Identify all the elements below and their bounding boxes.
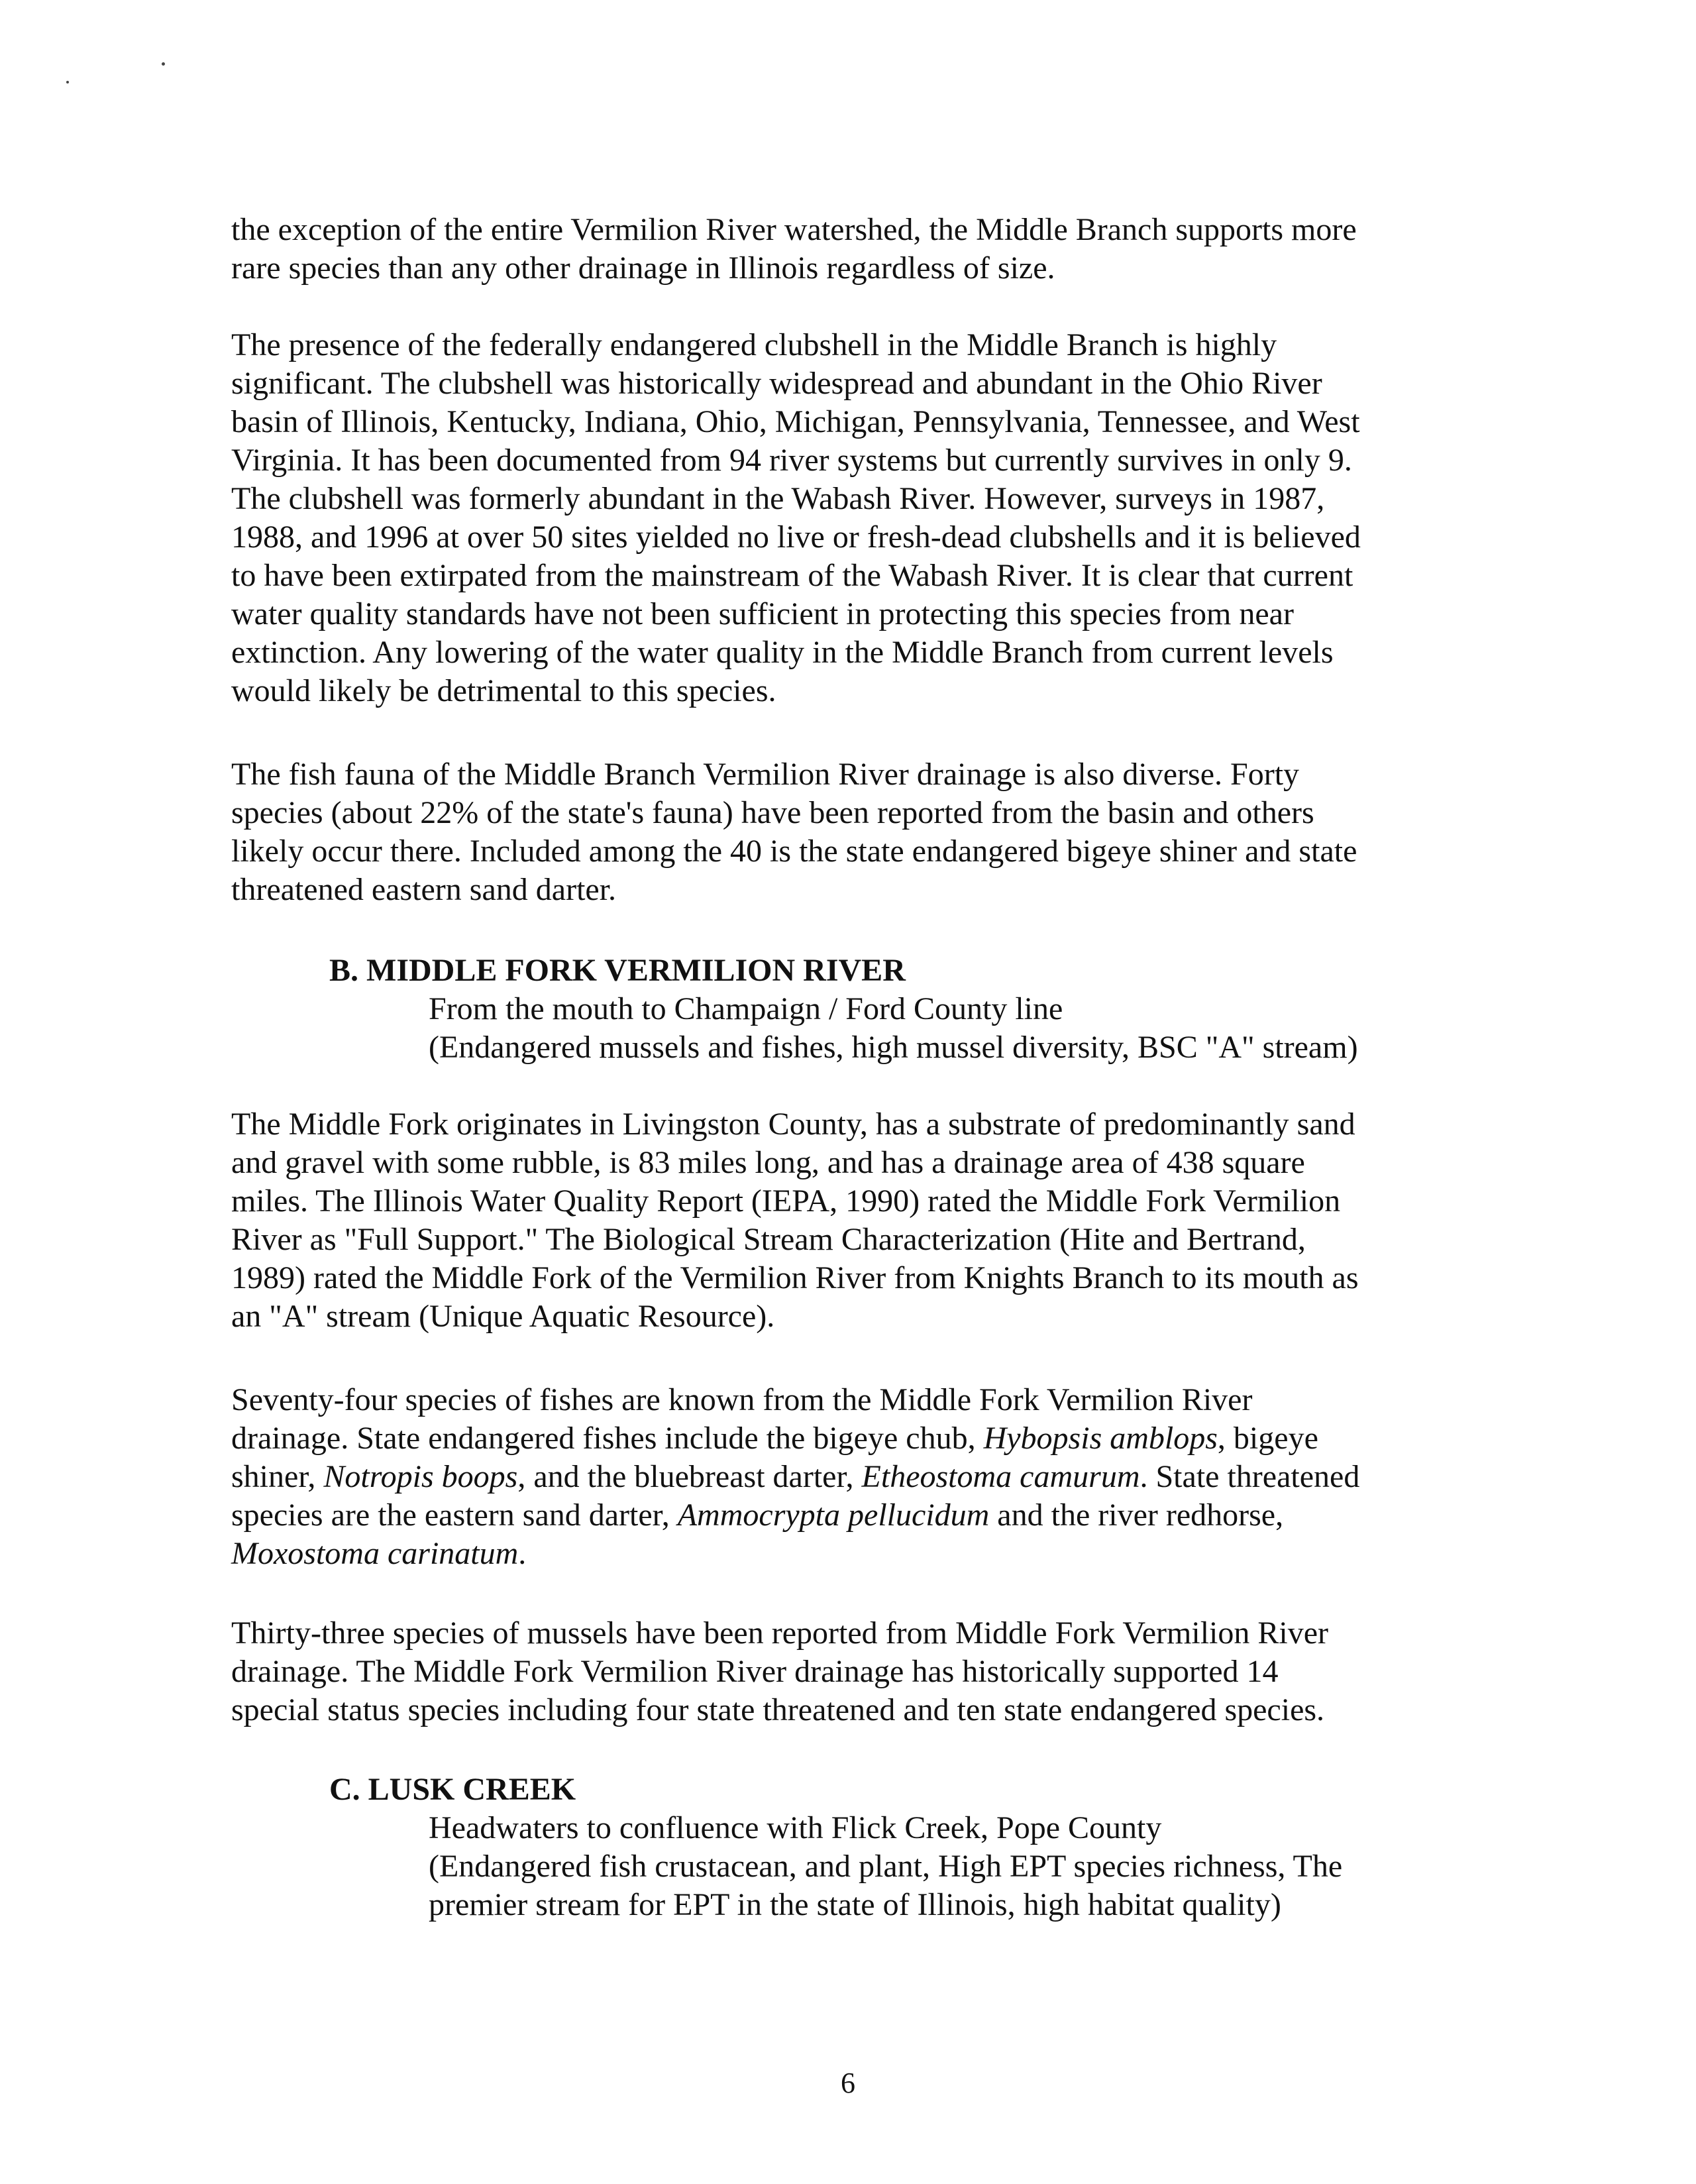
text-line: The fish fauna of the Middle Branch Vermilion River drainage is also diverse. Forty	[231, 757, 1300, 792]
text-line: 1988, and 1996 at over 50 sites yielded no live or fresh-dead clubshells and it is believed	[231, 519, 1361, 555]
text-line: 1989) rated the Middle Fork of the Vermilion River from Knights Branch to its mouth as	[231, 1260, 1359, 1295]
species-name: Ammocrypta pellucidum	[677, 1498, 990, 1533]
text-line: the exception of the entire Vermilion River watershed, the Middle Branch supports more	[231, 212, 1357, 247]
text-run: and the river redhorse,	[989, 1498, 1284, 1533]
text-line: Thirty-three species of mussels have been reported from Middle Fork Vermilion River	[231, 1615, 1329, 1651]
text-line: Headwaters to confluence with Flick Creek, Pope County	[429, 1810, 1162, 1845]
text-line: Virginia. It has been documented from 94 river systems but currently survives in only 9.	[231, 443, 1352, 478]
text-line: likely occur there. Included among the 40 is the state endangered bigeye shiner and state	[231, 834, 1357, 869]
text-run: .	[518, 1536, 527, 1571]
species-name: Moxostoma carinatum	[231, 1536, 519, 1571]
text-line	[231, 1458, 1490, 1496]
text-line: River as "Full Support." The Biological Stream Characterization (Hite and Bertrand,	[231, 1222, 1306, 1257]
text-line: The clubshell was formerly abundant in the Wabash River. However, surveys in 1987,	[231, 481, 1325, 516]
species-name: Etheostoma camurum	[861, 1459, 1140, 1494]
section-b-heading: B. MIDDLE FORK VERMILION RIVER	[329, 953, 906, 988]
text-line: threatened eastern sand darter.	[231, 872, 617, 907]
text-line	[231, 1535, 1490, 1573]
text-line: The Middle Fork originates in Livingston County, has a substrate of predominantly sand	[231, 1107, 1355, 1142]
text-run: . State threatened	[1140, 1459, 1360, 1494]
species-name: Hybopsis amblops	[983, 1421, 1218, 1456]
scan-speck	[162, 62, 165, 66]
text-line: and gravel with some rubble, is 83 miles long, and has a drainage area of 438 square	[231, 1145, 1305, 1180]
text-line	[231, 1496, 1490, 1535]
text-line: species (about 22% of the state's fauna) have been reported from the basin and others	[231, 795, 1314, 830]
text-run: species are the eastern sand darter,	[231, 1498, 678, 1533]
paragraph-5	[231, 1381, 1490, 1573]
text-line: rare species than any other drainage in Illinois regardless of size.	[231, 250, 1055, 286]
paragraph-6	[231, 1614, 1490, 1729]
text-run: , and the bluebreast darter,	[517, 1459, 862, 1494]
text-run: shiner,	[231, 1459, 324, 1494]
text-line: Seventy-four species of fishes are known from the Middle Fork Vermilion River	[231, 1382, 1253, 1417]
section-c-heading: C. LUSK CREEK	[329, 1772, 576, 1807]
paragraph-2	[231, 326, 1490, 710]
text-line: The presence of the federally endangered clubshell in the Middle Branch is highly	[231, 327, 1277, 362]
species-name: Notropis boops	[323, 1459, 518, 1494]
text-line: water quality standards have not been sufficient in protecting this species from near	[231, 596, 1294, 631]
text-line: (Endangered mussels and fishes, high mussel diversity, BSC "A" stream)	[429, 1030, 1358, 1065]
page-number: 6	[841, 2067, 855, 2099]
text-line: special status species including four state threatened and ten state endangered species.	[231, 1692, 1325, 1727]
paragraph-3	[231, 755, 1490, 909]
text-line: extinction. Any lowering of the water quality in the Middle Branch from current levels	[231, 635, 1334, 670]
paragraph-4	[231, 1105, 1490, 1336]
text-line: From the mouth to Champaign / Ford County line	[429, 991, 1063, 1026]
text-line	[231, 1419, 1490, 1458]
text-line: significant. The clubshell was historically widespread and abundant in the Ohio River	[231, 366, 1322, 401]
text-line: miles. The Illinois Water Quality Report (IEPA, 1990) rated the Middle Fork Vermilion	[231, 1183, 1341, 1219]
text-line: (Endangered fish crustacean, and plant, High EPT species richness, The	[429, 1849, 1343, 1884]
section-c-description	[429, 1809, 1555, 1924]
text-line: would likely be detrimental to this species.	[231, 673, 776, 708]
text-line: an "A" stream (Unique Aquatic Resource).	[231, 1299, 775, 1334]
text-line: drainage. The Middle Fork Vermilion River drainage has historically supported 14	[231, 1654, 1279, 1689]
paragraph-1	[231, 211, 1490, 288]
text-line: basin of Illinois, Kentucky, Indiana, Ohio, Michigan, Pennsylvania, Tennessee, and West	[231, 404, 1360, 439]
text-line: premier stream for EPT in the state of Illinois, high habitat quality)	[429, 1887, 1281, 1922]
text-line: to have been extirpated from the mainstream of the Wabash River. It is clear that current	[231, 558, 1353, 593]
scan-speck	[66, 81, 69, 83]
text-run: drainage. State endangered fishes include the bigeye chub,	[231, 1421, 984, 1456]
text-run: , bigeye	[1217, 1421, 1318, 1456]
section-b-description	[429, 990, 1555, 1067]
